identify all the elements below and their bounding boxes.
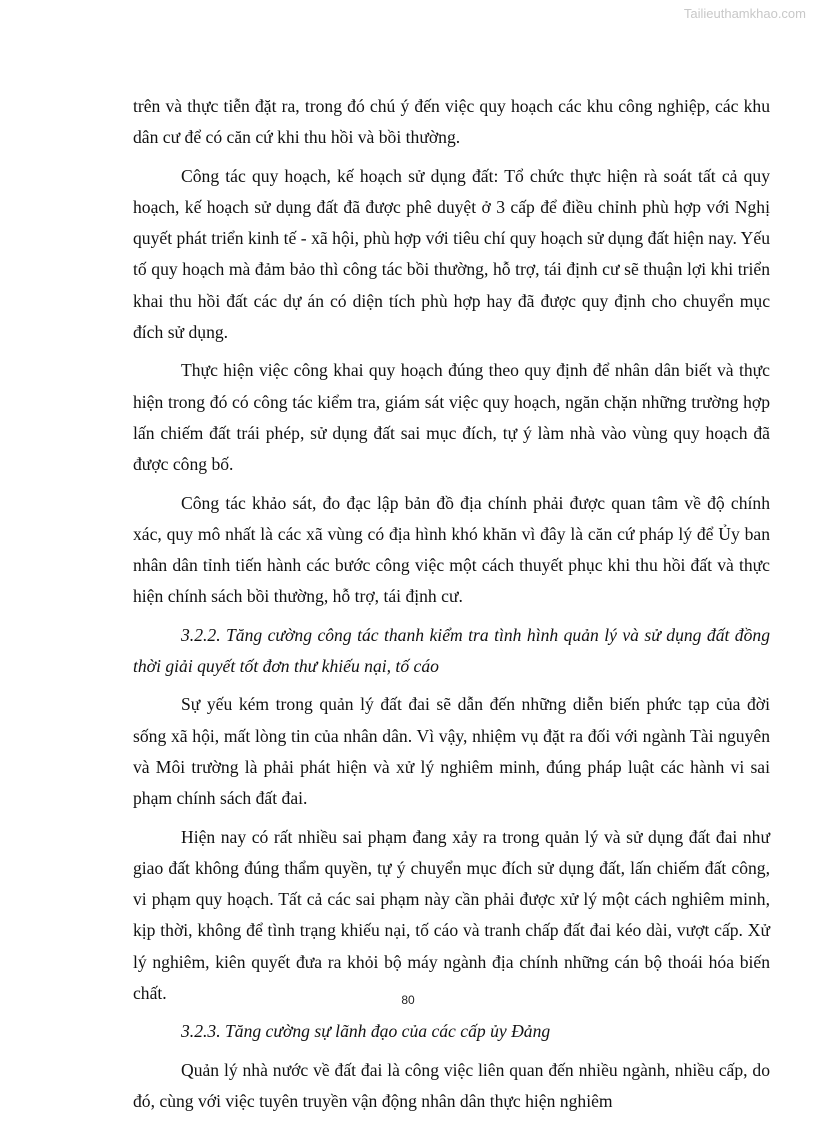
paragraph-continuation: trên và thực tiễn đặt ra, trong đó chú ý đến việc quy hoạch các khu công nghiệp, các khu dân cư để có căn cứ khi thu hồi và bồi thường. [133,96,770,148]
paragraph-planning-work: Công tác quy hoạch, kế hoạch sử dụng đất: Tổ chức thực hiện rà soát tất cả quy hoạch, kế hoạch sử dụng đất đã được phê duyệt ở 3 cấp để điều chỉnh phù hợp với Nghị quyết phát triển kinh tế - xã hội, phù hợp với tiêu chí quy hoạch sử dụng đất hiện nay. Yếu tố quy hoạch mà đảm bảo thì công tác bồi thường, hỗ trợ, tái định cư sẽ thuận lợi khi triển khai thu hồi đất các dự án có diện tích phù hợp hay đã được quy định cho chuyển mục đích sử dụng. [133,165,770,343]
paragraph-public-planning: Thực hiện việc công khai quy hoạch đúng theo quy định để nhân dân biết và thực hiện trong đó có công tác kiểm tra, giám sát việc quy hoạch, ngăn chặn những trường hợp lấn chiếm đất trái phép, sử dụng đất sai mục đích, tự ý làm nhà vào vùng quy hoạch đã được công bố. [133,360,770,475]
document-body [133,91,770,1124]
paragraph-survey-mapping: Công tác khảo sát, đo đạc lập bản đồ địa chính phải được quan tâm về độ chính xác, quy mô nhất là các xã vùng có địa hình khó khăn vì đây là căn cứ pháp lý để Ủy ban nhân dân tỉnh tiến hành các bước công việc một cách thuyết phục khi thu hồi đất và thực hiện chính sách bồi thường, hỗ trợ, tái định cư. [133,492,770,607]
watermark-text: Tailieuthamkhao.com [683,6,806,21]
paragraph-violations: Hiện nay có rất nhiều sai phạm đang xảy ra trong quản lý và sử dụng đất đai như giao đất không đúng thẩm quyền, tự ý chuyển mục đích sử dụng đất, lấn chiếm đất công, vi phạm quy hoạch. Tất cả các sai phạm này cần phải được xử lý một cách nghiêm minh, kịp thời, không để tình trạng khiếu nại, tố cáo và tranh chấp đất đai kéo dài, vượt cấp. Xử lý nghiêm, kiên quyết đưa ra khỏi bộ máy ngành địa chính những cán bộ thoái hóa biến chất. [133,826,770,1004]
paragraph-management-weakness: Sự yếu kém trong quản lý đất đai sẽ dẫn đến những diễn biến phức tạp của đời sống xã hội, mất lòng tin của nhân dân. Vì vậy, nhiệm vụ đặt ra đối với ngành Tài nguyên và Môi trường là phải phát hiện và xử lý nghiêm minh, đúng pháp luật các hành vi sai phạm chính sách đất đai. [133,694,770,809]
section-heading-3-2-2: 3.2.2. Tăng cường công tác thanh kiểm tra tình hình quản lý và sử dụng đất đồng thời giải quyết tốt đơn thư khiếu nại, tố cáo [133,624,770,677]
page-number: 80 [401,993,415,1007]
section-heading-3-2-3: 3.2.3. Tăng cường sự lãnh đạo của các cấp ủy Đảng [181,1021,551,1042]
paragraph-state-management: Quản lý nhà nước về đất đai là công việc liên quan đến nhiều ngành, nhiều cấp, do đó, cùng với việc tuyên truyền vận động nhân dân thực hiện nghiêm [133,1059,770,1111]
